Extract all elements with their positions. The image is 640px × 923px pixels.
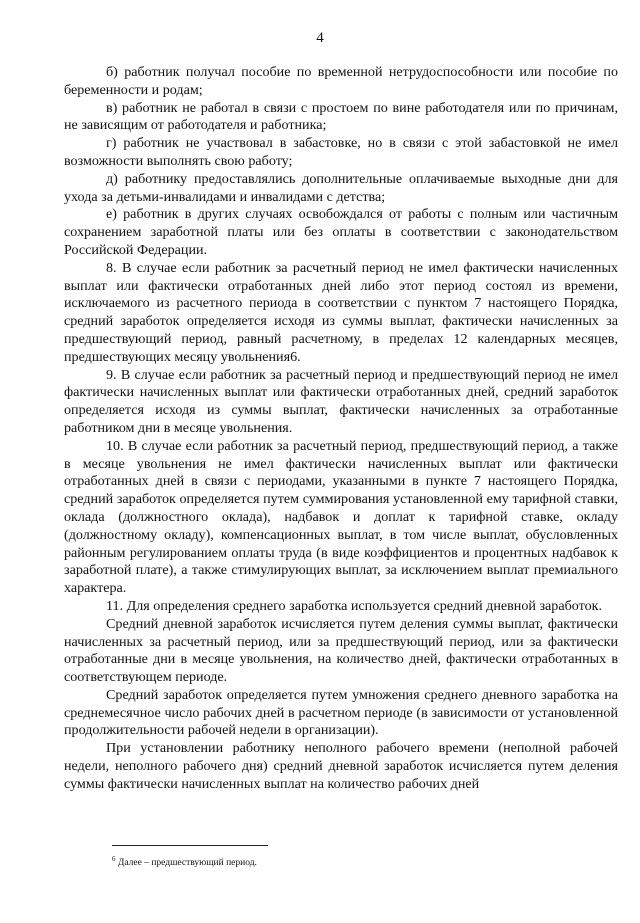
- footnote: [112, 853, 592, 869]
- paragraph-average-earnings: Средний заработок определяется путем умножения среднего дневного заработка на среднемесячное число рабочих дней в расчетном периоде (в зависимости от установленной продолжительности рабочей недели в организации).: [64, 686, 618, 739]
- paragraph-g: г) работник не участвовал в забастовке, но в связи с этой забастовкой не имел возможности выполнять свою работу;: [64, 135, 618, 169]
- paragraph-d: д) работнику предоставлялись дополнительные оплачиваемые выходные дни для ухода за детьми-инвалидами и инвалидами с детства;: [64, 170, 618, 205]
- footnote-divider: [112, 845, 268, 846]
- page-number: 4: [316, 30, 324, 46]
- footnote-marker: 6: [112, 855, 116, 863]
- paragraph-9: 9. В случае если работник за расчетный период и предшествующий период не имел фактически начисленных выплат или фактически отработанных дней, средний заработок определяется исходя из суммы выплат, фактически начисленных за отработанные работником дни в месяце увольнения.: [64, 366, 618, 436]
- paragraph-11: 11. Для определения среднего заработка используется средний дневной заработок.: [106, 597, 603, 614]
- paragraph-b: б) работник получал пособие по временной нетрудоспособности или пособие по беременности и родам;: [64, 64, 618, 98]
- footnote-text: Далее – предшествующий период.: [115, 858, 257, 869]
- paragraph-10: 10. В случае если работник за расчетный период, предшествующий период, а также в месяце увольнения не имел фактически начисленных выплат или фактически отработанных дней в связи с периодами, указанными в пункте 7 настоящего Порядка, средний заработок определяется путем суммирования установленной ему тарифной ставки, оклада (должностного оклада), надбавок и доплат к тарифной ставке, окладу (должностному окладу), компенсационных выплат, в том числе выплат, обусловленных районным регулированием оплаты труда (в виде коэффициентов и процентных надбавок к заработной плате), а также стимулирующих выплат, за исключением выплат премиального характера.: [64, 437, 618, 597]
- paragraph-e: е) работник в других случаях освобождался от работы с полным или частичным сохранением заработной платы или без оплаты в соответствии с законодательством Российской Федерации.: [64, 206, 618, 258]
- paragraph-part-time: При установлении работнику неполного рабочего времени (неполной рабочей недели, неполного рабочего дня) средний дневной заработок исчисляется путем деления суммы фактически начисленных выплат на количество рабочих дней: [64, 740, 618, 792]
- paragraph-8: 8. В случае если работник за расчетный период не имел фактически начисленных выплат или фактически отработанных дней либо этот период состоял из времени, исключаемого из расчетного периода в соответствии с пунктом 7 настоящего Порядка, средний заработок определяется исходя из суммы выплат, фактически начисленных за предшествующий период, равный расчетному, в пределах 12 календарных месяцев, предшествующих месяцу увольнения6.: [64, 259, 618, 365]
- paragraph-v: в) работник не работал в связи с простоем по вине работодателя или по причинам, не зависящим от работодателя и работника;: [64, 99, 618, 134]
- document-body: [64, 64, 618, 794]
- paragraph-average-daily: Средний дневной заработок исчисляется путем деления суммы выплат, фактически начисленных за расчетный период, или за предшествующий период, или за фактически отработанные дни в месяце увольнения, на количество дней, фактически отработанных в соответствующем периоде.: [64, 615, 618, 686]
